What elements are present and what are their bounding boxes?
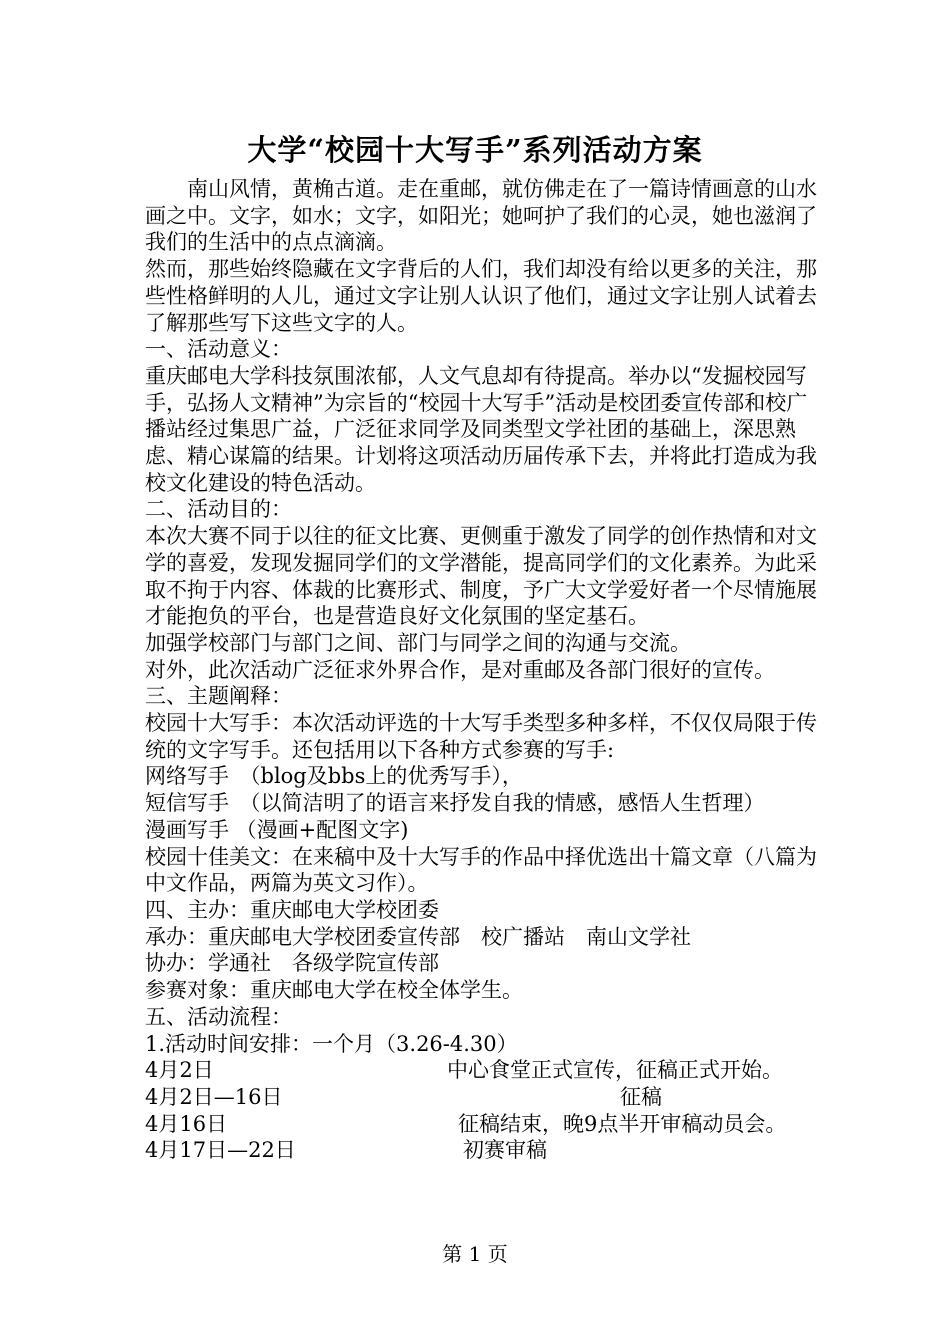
paragraph-theme-5: 校园十佳美文：在来稿中及十大写手的作品中择优选出十篇文章（八篇为中文作品，两篇为英文习作）。: [145, 844, 817, 896]
paragraph-purpose-2: 加强学校部门与部门之间、部门与同学之间的沟通与交流。: [145, 630, 691, 655]
paragraph-purpose-3: 对外，此次活动广泛征求外界合作，是对重邮及各部门很好的宣传。: [145, 657, 775, 682]
schedule-row: [145, 1137, 825, 1164]
schedule-event: 初赛审稿: [463, 1138, 547, 1163]
schedule-date: 4月2日: [145, 1058, 214, 1083]
section-heading-purpose: 二、活动目的：: [145, 497, 292, 522]
paragraph-theme-2: 网络写手 （blog及bbs上的优秀写手），: [145, 764, 523, 789]
schedule-row: [145, 1057, 825, 1084]
paragraph-significance: 重庆邮电大学科技氛围浓郁，人文气息却有待提高。举办以“发掘校园写手，弘扬人文精神”为宗旨的“校园十大写手”活动是校团委宣传部和校广播站经过集思广益，广泛征求同学及同类型文学社团的基础上，深思熟虑、精心谋篇的结果。计划将这项活动历届传承下去，并将此打造成为我校文化建设的特色活动。: [145, 363, 817, 495]
document-body: [145, 176, 825, 1164]
schedule-date: 4月16日: [145, 1111, 228, 1136]
schedule-event: 征稿: [620, 1084, 662, 1109]
section-heading-significance: 一、活动意义：: [145, 337, 292, 362]
schedule-event: 征稿结束，晚9点半开审稿动员会。: [458, 1111, 787, 1136]
paragraph-participants: 参赛对象：重庆邮电大学在校全体学生。: [145, 978, 523, 1003]
schedule-row: [145, 1084, 825, 1111]
schedule-entry: [145, 1111, 786, 1138]
section-heading-organizer: 四、主办：重庆邮电大学校团委: [145, 897, 439, 922]
paragraph-co-organizer: 协办：学通社 各级学院宣传部: [145, 951, 439, 976]
paragraph-intro-2: 然而，那些始终隐藏在文字背后的人们，我们却没有给以更多的关注，那些性格鲜明的人儿，通过文字让别人认识了他们，通过文字让别人试着去了解那些写下这些文字的人。: [145, 257, 817, 335]
page-number: 第 1 页: [442, 1242, 508, 1266]
paragraph-theme-4: 漫画写手 （漫画+配图文字): [145, 817, 409, 842]
paragraph-time-arrangement: 1.活动时间安排：一个月（3.26-4.30）: [145, 1031, 518, 1056]
paragraph-undertaker: 承办：重庆邮电大学校团委宣传部 校广播站 南山文学社: [145, 924, 691, 949]
document-title: 大学“校园十大写手”系列活动方案: [247, 133, 703, 167]
schedule-date: 4月17日—22日: [145, 1138, 296, 1163]
paragraph-intro-1: 南山风情，黄桷古道。走在重邮，就仿佛走在了一篇诗情画意的山水画之中。文字，如水；文字，如阳光；她呵护了我们的心灵，她也滋润了我们的生活中的点点滴滴。: [145, 177, 817, 255]
schedule-row: [145, 1111, 825, 1138]
paragraph-purpose-1: 本次大赛不同于以往的征文比赛、更侧重于激发了同学的创作热情和对文学的喜爱，发现发掘同学们的文学潜能，提高同学们的文化素养。为此采取不拘于内容、体裁的比赛形式、制度，予广大文学爱好者一个尽情施展才能抱负的平台，也是营造良好文化氛围的坚定基石。: [145, 524, 817, 629]
paragraph-theme-3: 短信写手 （以简洁明了的语言来抒发自我的情感，感悟人生哲理）: [145, 791, 765, 816]
section-heading-theme: 三、主题阐释：: [145, 684, 292, 709]
section-heading-process: 五、活动流程：: [145, 1004, 292, 1029]
schedule-event: 中心食堂正式宣传，征稿正式开始。: [447, 1058, 783, 1083]
schedule-date: 4月2日—16日: [145, 1084, 283, 1109]
paragraph-theme-1: 校园十大写手：本次活动评选的十大写手类型多种多样，不仅仅局限于传统的文字写手。还包括用以下各种方式参赛的写手:: [145, 711, 817, 762]
